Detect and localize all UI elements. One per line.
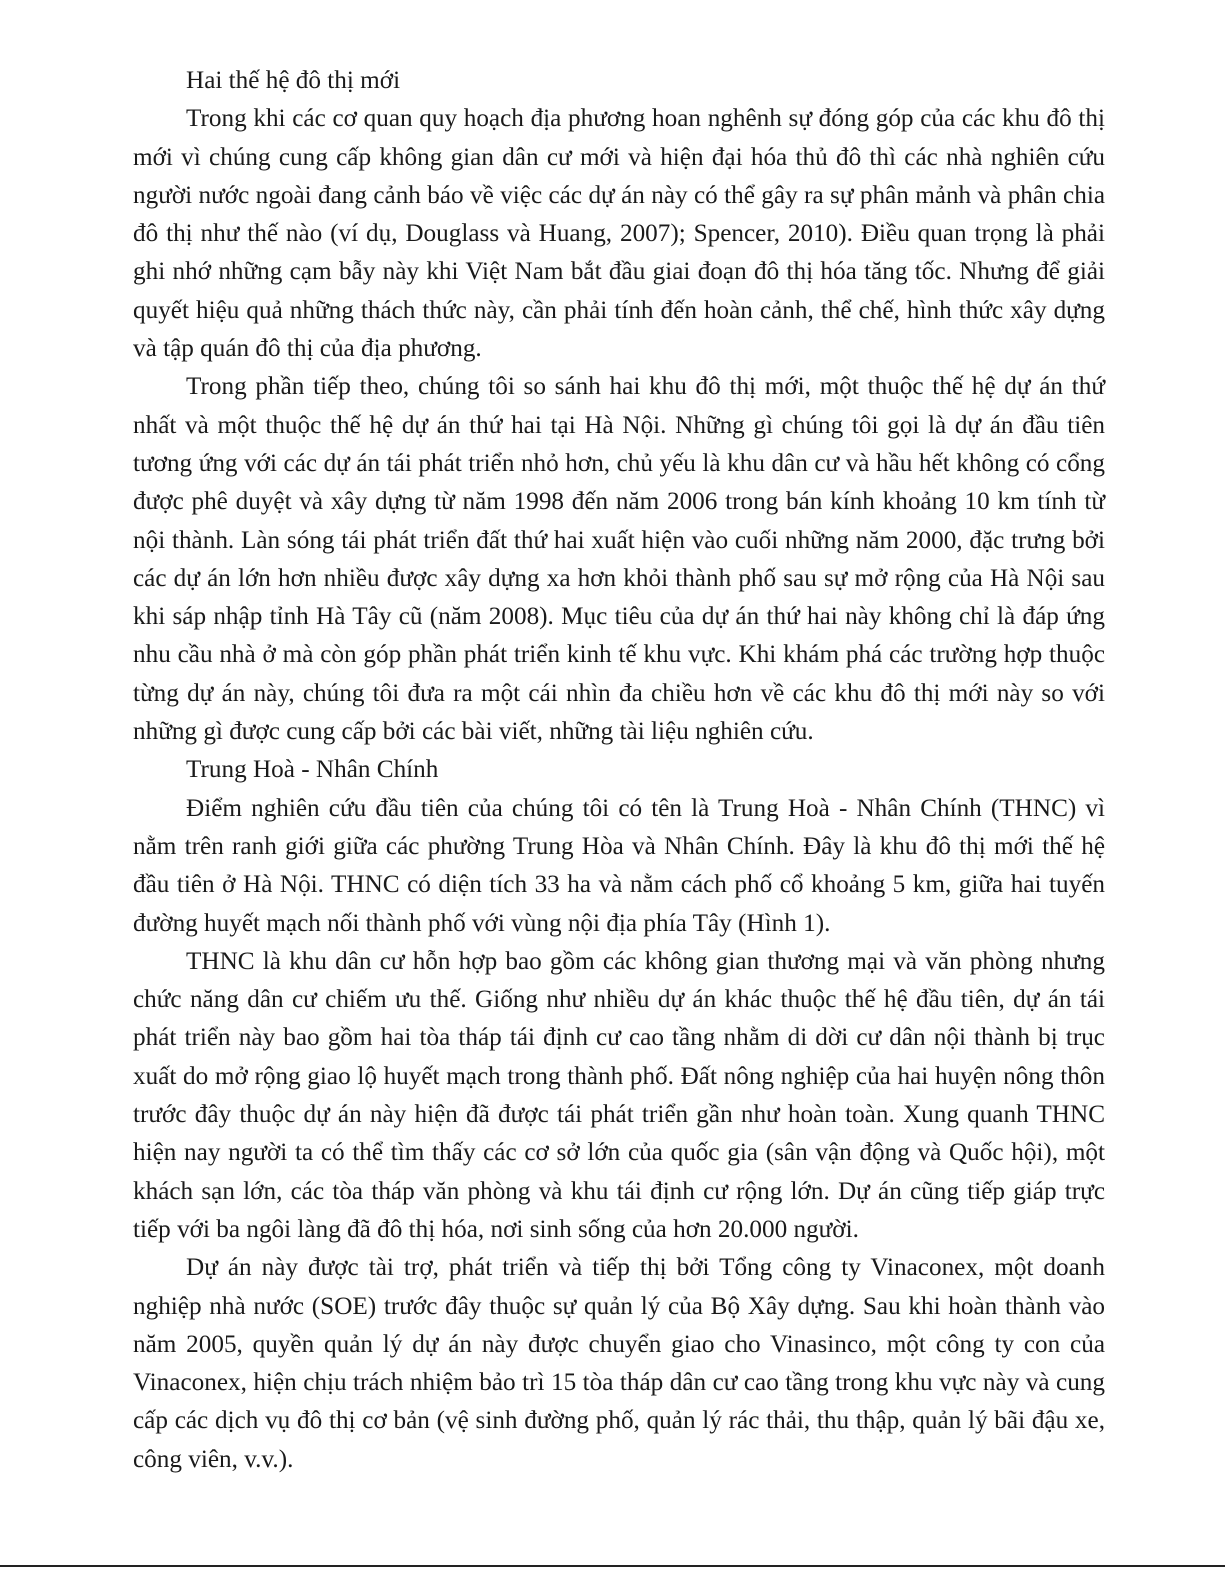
paragraph-thnc-location: Điểm nghiên cứu đầu tiên của chúng tôi có tên là Trung Hoà - Nhân Chính (THNC) vì nằm trên ranh giới giữa các phường Trung Hòa và Nhân Chính. Đây là khu đô thị mới thế hệ đầu tiên ở Hà Nội. THNC có diện tích 33 ha và nằm cách phố cổ khoảng 5 km, giữa hai tuyến đường huyết mạch nối thành phố với vùng nội địa phía Tây (Hình 1). [133,794,1105,937]
footer-divider [0,1565,1225,1567]
section-heading-trung-hoa: Trung Hoà - Nhân Chính [186,756,439,784]
document-page [133,62,1105,1479]
paragraph-comparison: Trong phần tiếp theo, chúng tôi so sánh hai khu đô thị mới, một thuộc thế hệ dự án thứ nhất và một thuộc thế hệ dự án thứ hai tại Hà Nội. Những gì chúng tôi gọi là dự án đầu tiên tương ứng với các dự án tái phát triển nhỏ hơn, chủ yếu là khu dân cư và hầu hết không có cổng được phê duyệt và xây dựng từ năm 1998 đến năm 2006 trong bán kính khoảng 10 km tính từ nội thành. Làn sóng tái phát triển đất thứ hai xuất hiện vào cuối những năm 2000, đặc trưng bởi các dự án lớn hơn nhiều được xây dựng xa hơn khỏi thành phố sau sự mở rộng của Hà Nội sau khi sáp nhập tỉnh Hà Tây cũ (năm 2008). Mục tiêu của dự án thứ hai này không chỉ là đáp ứng nhu cầu nhà ở mà còn góp phần phát triển kinh tế khu vực. Khi khám phá các trường hợp thuộc từng dự án này, chúng tôi đưa ra một cái nhìn đa chiều hơn về các khu đô thị mới này so với những gì được cung cấp bởi các bài viết, những tài liệu nghiên cứu. [133,373,1105,746]
section-heading-new-urban-generations: Hai thế hệ đô thị mới [186,67,401,94]
paragraph-intro: Trong khi các cơ quan quy hoạch địa phương hoan nghênh sự đóng góp của các khu đô thị mới vì chúng cung cấp không gian dân cư mới và hiện đại hóa thủ đô thì các nhà nghiên cứu người nước ngoài đang cảnh báo về việc các dự án này có thể gây ra sự phân mảnh và phân chia đô thị như thế nào (ví dụ, Douglass và Huang, 2007); Spencer, 2010). Điều quan trọng là phải ghi nhớ những cạm bẫy này khi Việt Nam bắt đầu giai đoạn đô thị hóa tăng tốc. Nhưng để giải quyết hiệu quả những thách thức này, cần phải tính đến hoàn cảnh, thể chế, hình thức xây dựng và tập quán đô thị của địa phương. [133,105,1105,363]
paragraph-thnc-description: THNC là khu dân cư hỗn hợp bao gồm các không gian thương mại và văn phòng nhưng chức năng dân cư chiếm ưu thế. Giống như nhiều dự án khác thuộc thế hệ đầu tiên, dự án tái phát triển này bao gồm hai tòa tháp tái định cư cao tầng nhằm di dời cư dân nội thành bị trục xuất do mở rộng giao lộ huyết mạch trong thành phố. Đất nông nghiệp của hai huyện nông thôn trước đây thuộc dự án này hiện đã được tái phát triển gần như hoàn toàn. Xung quanh THNC hiện nay người ta có thể tìm thấy các cơ sở lớn của quốc gia (sân vận động và Quốc hội), một khách sạn lớn, các tòa tháp văn phòng và khu tái định cư rộng lớn. Dự án cũng tiếp giáp trực tiếp với ba ngôi làng đã đô thị hóa, nơi sinh sống của hơn 20.000 người. [133,947,1105,1243]
paragraph-thnc-management: Dự án này được tài trợ, phát triển và tiếp thị bởi Tổng công ty Vinaconex, một doanh nghiệp nhà nước (SOE) trước đây thuộc sự quản lý của Bộ Xây dựng. Sau khi hoàn thành vào năm 2005, quyền quản lý dự án này được chuyển giao cho Vinasinco, một công ty con của Vinaconex, hiện chịu trách nhiệm bảo trì 15 tòa tháp dân cư cao tầng trong khu vực này và cung cấp các dịch vụ đô thị cơ bản (vệ sinh đường phố, quản lý rác thải, thu thập, quản lý bãi đậu xe, công viên, v.v.). [133,1254,1105,1473]
